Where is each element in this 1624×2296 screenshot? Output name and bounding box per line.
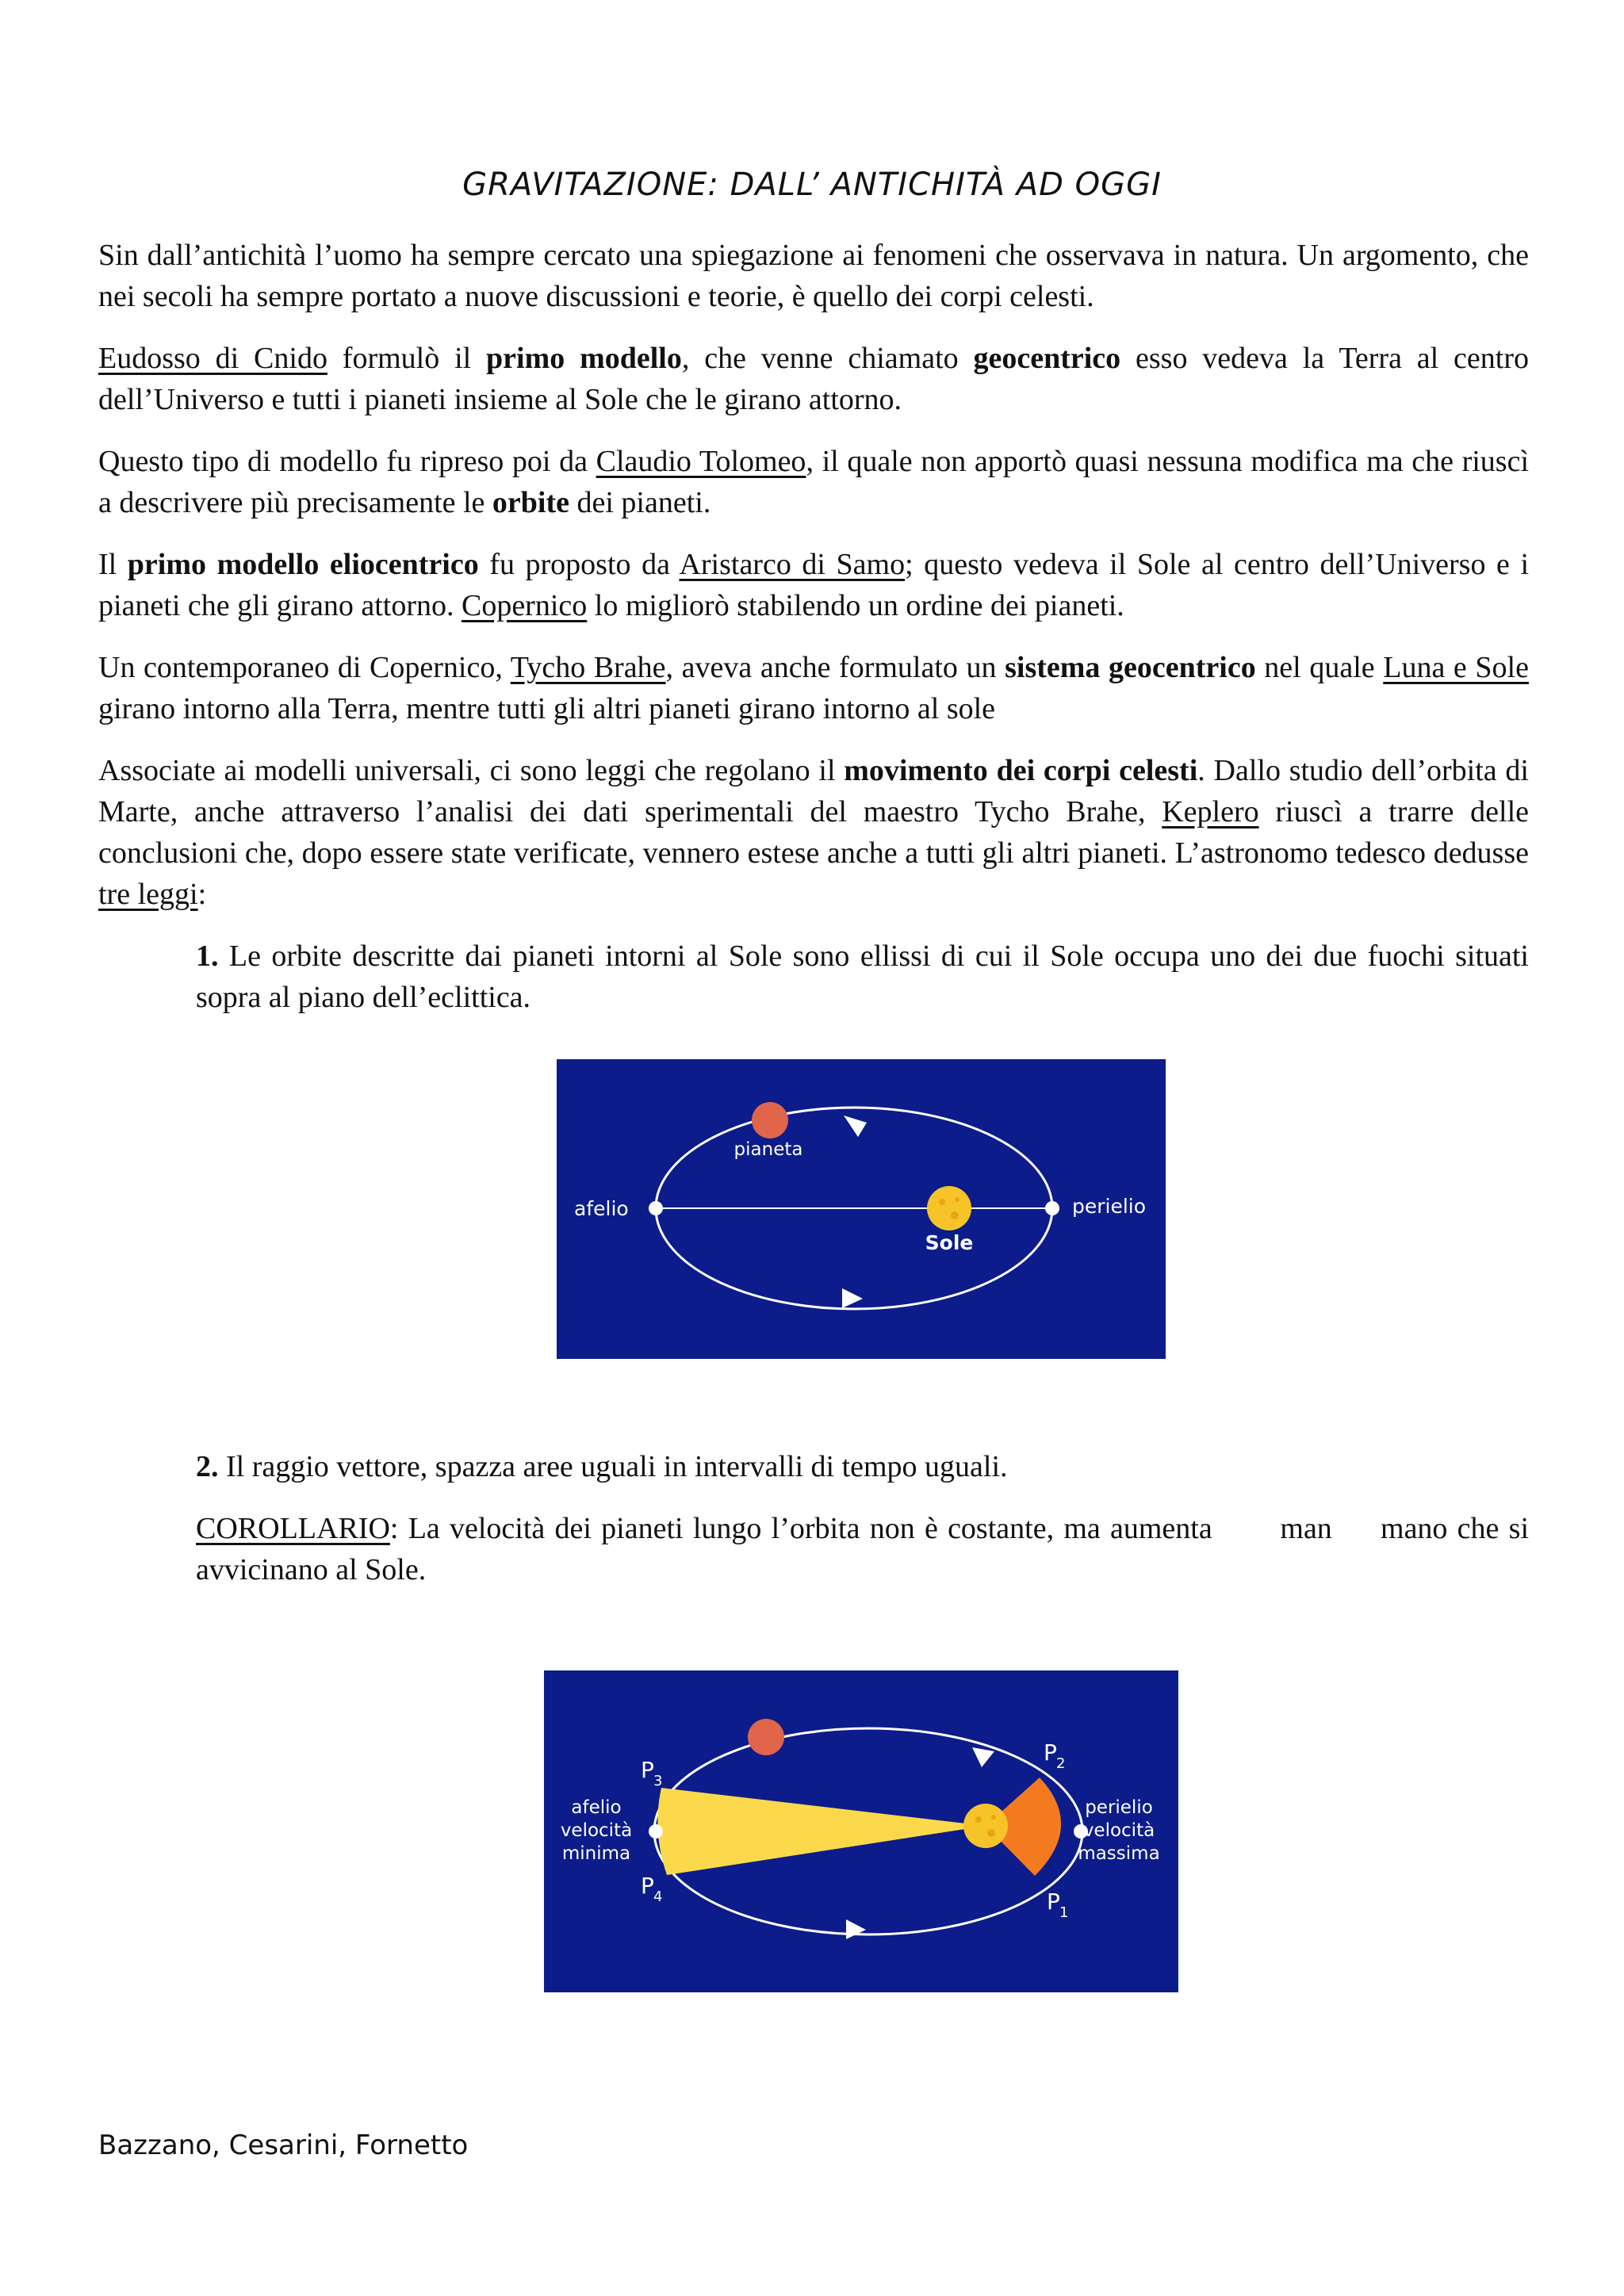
bold-text: primo modello: [486, 342, 682, 375]
sun-spot: [975, 1816, 982, 1823]
text: . Dallo studio dell’orbita di Marte, anche attraverso l’analisi dei dati sperimentali del maestro Tycho Brahe,: [98, 754, 1529, 828]
perielio-label-group: [1078, 1797, 1159, 1864]
bold-text: sistema geocentrico: [1005, 651, 1256, 684]
text: , aveva anche formulato un: [665, 651, 1005, 684]
label-afelio: afelio: [571, 1797, 622, 1818]
label-minima: minima: [561, 1843, 631, 1864]
text: dei pianeti.: [569, 486, 711, 519]
text: riuscì a trarre delle conclusioni che, dopo essere state verificate, vennero estese anche a tutti gli altri pianeti. L’astronomo tedesco dedusse: [98, 795, 1529, 870]
bold-text: orbite: [492, 486, 569, 519]
aphelion-point: [649, 1824, 663, 1839]
paragraph-eudosso: [98, 338, 1529, 420]
planet-icon: [748, 1719, 784, 1755]
text: Associate ai modelli universali, ci sono leggi che regolano il: [98, 754, 845, 787]
law-text: Le orbite descritte dai pianeti intorni al Sole sono ellissi di cui il Sole occupa uno dei due fuochi situati sopra al piano dell’eclittica.: [196, 939, 1529, 1014]
corollary: [196, 1508, 1537, 1590]
text: ; questo vedeva il Sole al centro dell’Universo e i pianeti che gli girano attorno.: [98, 548, 1530, 622]
law-number: 1.: [196, 939, 219, 973]
equal-areas-diagram: [544, 1670, 1178, 1992]
label-afelio: afelio: [574, 1197, 629, 1220]
text: , il quale non apportò quasi nessuna modifica ma che riuscì a descrivere più precisamente le: [98, 445, 1529, 519]
text: lo migliorò stabilendo un ordine dei pianeti.: [587, 589, 1124, 622]
perihelion-point: [1045, 1201, 1059, 1215]
sun-spot: [951, 1211, 959, 1219]
label-p2: P: [1044, 1739, 1057, 1766]
link-copernico: Copernico: [461, 589, 588, 622]
label-velocita: velocità: [560, 1820, 633, 1841]
bold-text: geocentrico: [973, 342, 1121, 375]
law-1: [196, 936, 1529, 1018]
bold-text: primo modello eliocentrico: [127, 548, 479, 581]
text: formulò il: [327, 342, 487, 375]
law-2: [196, 1446, 1529, 1487]
label-p2-subscript: 2: [1056, 1755, 1066, 1772]
link-tre-leggi: tre leggi: [98, 878, 198, 911]
paragraph-tolomeo: [98, 441, 1529, 523]
link-keplero: Keplero: [1162, 795, 1259, 828]
label-p3: P: [641, 1757, 654, 1783]
paragraph-tycho: [98, 647, 1529, 729]
sun-spot: [939, 1199, 945, 1205]
text: girano intorno alla Terra, mentre tutti gli altri pianeti girano intorno al sole: [98, 692, 996, 725]
link-aristarco: Aristarco di Samo: [679, 548, 906, 581]
sun-icon: [927, 1186, 971, 1230]
label-massima: massima: [1078, 1843, 1160, 1864]
law-number: 2.: [196, 1450, 219, 1483]
label-perielio: perielio: [1072, 1195, 1147, 1218]
law-text: Il raggio vettore, spazza aree uguali in intervalli di tempo uguali.: [218, 1450, 1008, 1483]
link-eudosso: Eudosso di Cnido: [98, 342, 327, 375]
sun-spot: [991, 1815, 996, 1820]
paragraph-aristarco: [98, 544, 1529, 626]
paragraph-keplero: [98, 750, 1529, 915]
bold-text: movimento dei corpi celesti: [844, 754, 1198, 787]
page-footer: Bazzano, Cesarini, Fornetto: [98, 2130, 469, 2161]
planet-icon: [752, 1102, 788, 1138]
sun-spot: [987, 1829, 995, 1837]
text: Questo tipo di modello fu ripreso poi da: [98, 445, 596, 478]
label-sole: Sole: [925, 1231, 974, 1254]
label-p1: P: [1047, 1888, 1060, 1915]
paragraph-intro: Sin dall’antichità l’uomo ha sempre cercato una spiegazione ai fenomeni che osservava in natura. Un argomento, che nei secoli ha sempre portato a nuove discussioni e teorie, è quello dei corpi celesti.: [98, 239, 1529, 313]
page-title: GRAVITAZIONE: DALL’ ANTICHITÀ AD OGGI: [462, 166, 1162, 203]
text: Un contemporaneo di Copernico,: [98, 651, 511, 684]
text: fu proposto da: [478, 548, 680, 581]
link-tycho: Tycho Brahe: [510, 651, 666, 684]
label-p4-subscript: 4: [653, 1888, 663, 1905]
orbit-diagram: [557, 1059, 1166, 1359]
text: nel quale: [1255, 651, 1384, 684]
aphelion-point: [649, 1201, 663, 1215]
link-tolomeo: Claudio Tolomeo: [596, 445, 806, 478]
text: :: [197, 878, 207, 911]
label-p4: P: [641, 1873, 654, 1899]
label-p1-subscript: 1: [1059, 1904, 1069, 1921]
corollary-text: : La velocità dei pianeti lungo l’orbita non è costante, ma aumenta man mano che si avvicinano al Sole.: [196, 1512, 1537, 1586]
label-perielio: perielio: [1085, 1797, 1153, 1818]
corollary-label: COROLLARIO: [196, 1512, 390, 1545]
text: Il: [98, 548, 128, 581]
label-pianeta: pianeta: [733, 1139, 803, 1160]
label-velocita: velocità: [1082, 1820, 1155, 1841]
text: esso vedeva la Terra al centro dell’Universo e tutti i pianeti insieme al Sole che le girano attorno.: [98, 342, 1529, 416]
text: , che venne chiamato: [681, 342, 974, 375]
sun-icon: [963, 1804, 1008, 1848]
label-p3-subscript: 3: [653, 1773, 663, 1789]
sun-spot: [955, 1197, 959, 1202]
link-luna-sole: Luna e Sole: [1383, 651, 1529, 684]
